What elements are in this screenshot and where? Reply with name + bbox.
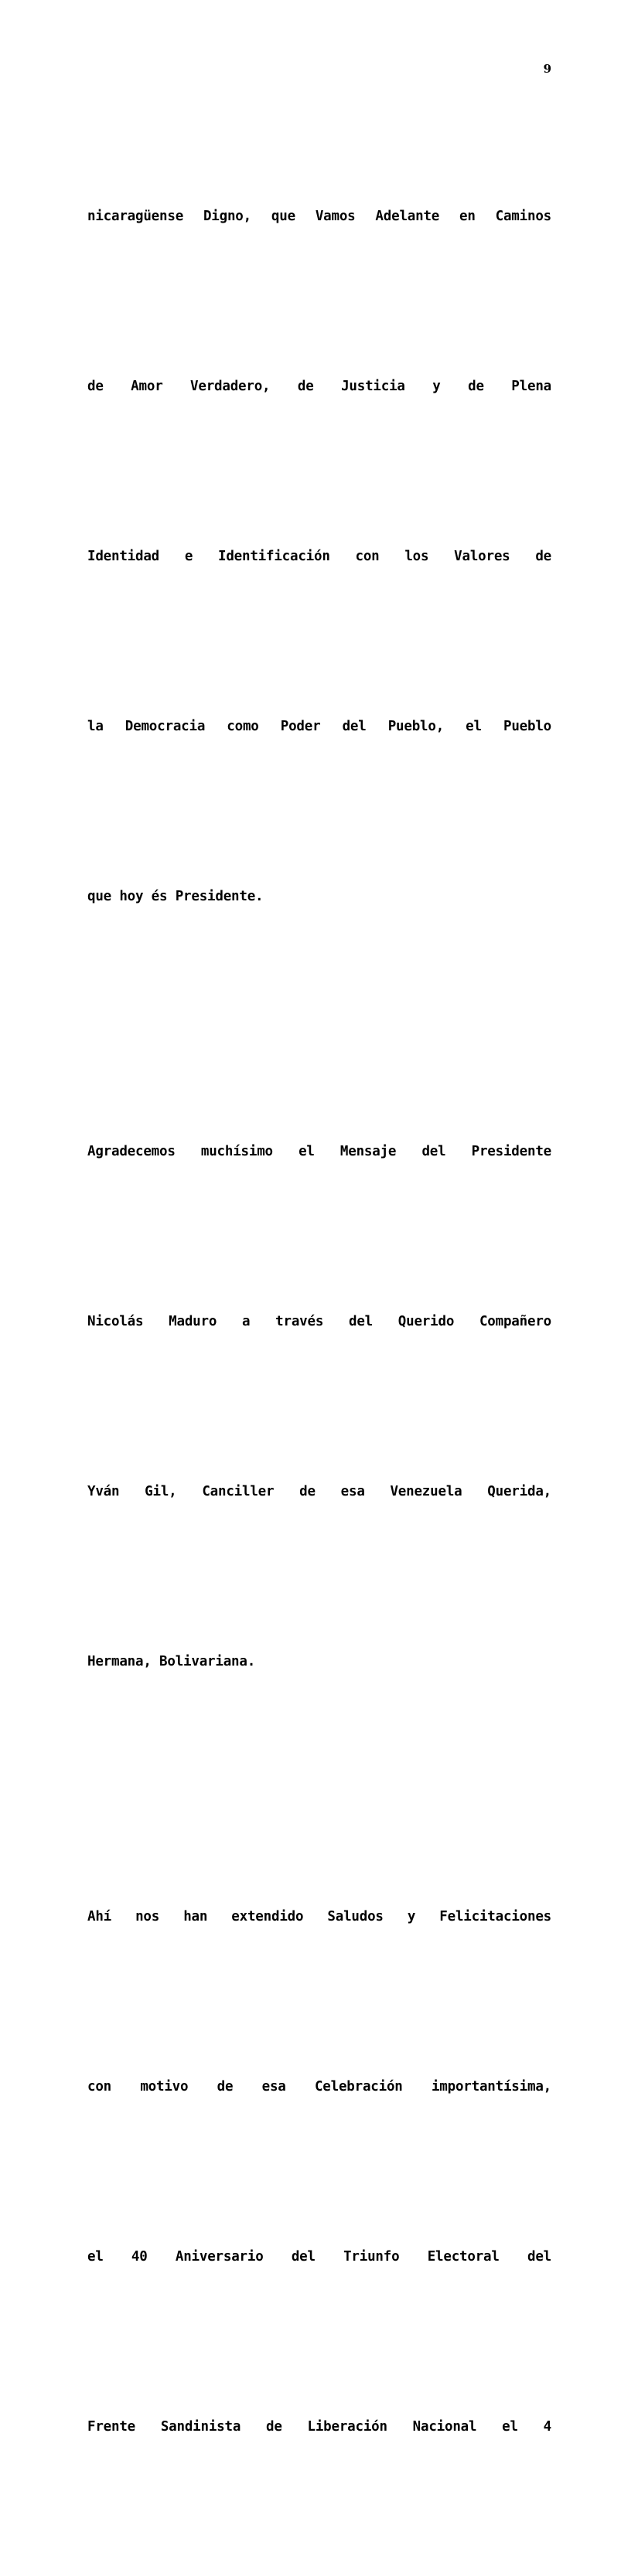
- document-body: [87, 111, 551, 2576]
- text-line: Ahí nos han extendido Saludos y Felicitaciones: [87, 1909, 551, 1924]
- text-line: la Democracia como Poder del Pueblo, el Pueblo: [87, 719, 551, 734]
- text-line: que hoy és Presidente.: [87, 889, 264, 904]
- text-line: nicaragüense Digno, que Vamos Adelante en Caminos: [87, 209, 551, 224]
- text-line: Yván Gil, Canciller de esa Venezuela Querida,: [87, 1484, 551, 1499]
- paragraph-2: [87, 1046, 551, 1768]
- text-line: Nicolás Maduro a través del Querido Compañero: [87, 1314, 551, 1329]
- paragraph-1: [87, 111, 551, 1003]
- text-line: el 40 Aniversario del Triunfo Electoral del: [87, 2249, 551, 2265]
- text-line: de Amor Verdadero, de Justicia y de Plena: [87, 379, 551, 394]
- text-line: Hermana, Bolivariana.: [87, 1654, 256, 1669]
- page-number: 9: [543, 62, 551, 76]
- paragraph-3: [87, 1811, 551, 2576]
- text-line: con motivo de esa Celebración importantísima,: [87, 2079, 551, 2094]
- text-line: Agradecemos muchísimo el Mensaje del Presidente: [87, 1144, 551, 1159]
- text-line: Identidad e Identificación con los Valores de: [87, 549, 551, 564]
- text-line: Frente Sandinista de Liberación Nacional el 4: [87, 2419, 551, 2435]
